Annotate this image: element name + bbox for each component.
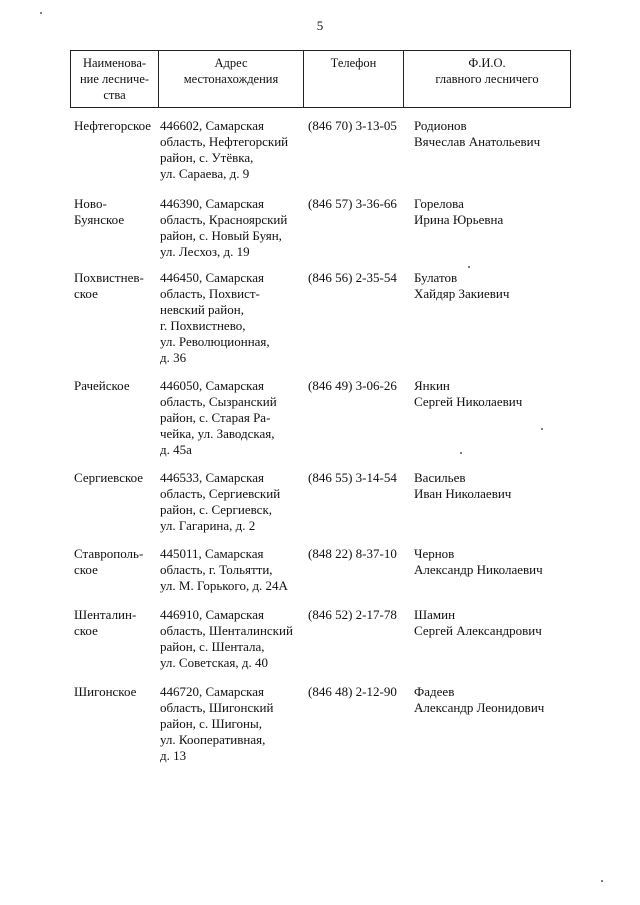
table-header	[70, 50, 571, 108]
cell-phone	[308, 607, 418, 623]
cell-forestry-name	[74, 378, 160, 394]
cell-forestry-name	[74, 607, 160, 639]
header-line: главного лесничего	[435, 72, 539, 86]
cell-address	[160, 470, 305, 534]
cell-line: район, с. Новый Буян,	[160, 228, 282, 243]
cell-line: Вячеслав Анатольевич	[414, 134, 541, 149]
cell-phone	[308, 684, 418, 700]
header-phone	[304, 51, 404, 108]
cell-line: невский район,	[160, 302, 244, 317]
cell-line: (846 55) 3-14-54	[308, 470, 397, 485]
cell-forestry-name	[74, 470, 160, 486]
cell-line: область, Сергиевский	[160, 486, 281, 501]
cell-line: (846 56) 2-35-54	[308, 270, 397, 285]
scan-speck	[468, 266, 470, 268]
cell-phone	[308, 270, 418, 286]
header-forestry-name	[71, 51, 159, 108]
header-line: ние лесниче-	[79, 72, 150, 86]
cell-line: Янкин	[414, 378, 450, 393]
scan-speck	[541, 428, 543, 430]
cell-line: г. Похвистнево,	[160, 318, 246, 333]
cell-address	[160, 684, 305, 764]
cell-line: область, Красноярский	[160, 212, 288, 227]
cell-line: район, с. Шигоны,	[160, 716, 262, 731]
cell-forestry-name	[74, 684, 160, 700]
cell-forestry-name	[74, 270, 160, 302]
cell-address	[160, 270, 305, 366]
cell-line: область, Похвист-	[160, 286, 260, 301]
cell-chief-forester	[414, 546, 584, 578]
header-row	[71, 51, 571, 108]
header-address	[159, 51, 304, 108]
cell-chief-forester	[414, 684, 584, 716]
cell-line: чейка, ул. Заводская,	[160, 426, 275, 441]
cell-chief-forester	[414, 470, 584, 502]
cell-line: Ирина Юрьевна	[414, 212, 504, 227]
header-chief-forester	[404, 51, 571, 108]
cell-line: область, Шигонский	[160, 700, 274, 715]
cell-line: ул. М. Горького, д. 24А	[160, 578, 288, 593]
cell-phone	[308, 470, 418, 486]
cell-chief-forester	[414, 118, 584, 150]
cell-line: Сергей Александрович	[414, 623, 542, 638]
cell-line: Ново-	[74, 196, 107, 211]
cell-line: Александр Леонидович	[414, 700, 545, 715]
cell-line: 446602, Самарская	[160, 118, 264, 133]
cell-line: 446450, Самарская	[160, 270, 264, 285]
scan-speck	[460, 452, 462, 454]
cell-line: ское	[74, 623, 98, 638]
cell-line: Васильев	[414, 470, 466, 485]
cell-line: (846 70) 3-13-05	[308, 118, 397, 133]
cell-line: Горелова	[414, 196, 464, 211]
cell-line: ское	[74, 562, 98, 577]
cell-line: район, с. Старая Ра-	[160, 410, 271, 425]
cell-chief-forester	[414, 607, 584, 639]
cell-line: Шенталин-	[74, 607, 137, 622]
cell-line: ул. Советская, д. 40	[160, 655, 269, 670]
cell-line: Иван Николаевич	[414, 486, 512, 501]
cell-line: ул. Революционная,	[160, 334, 270, 349]
cell-line: Булатов	[414, 270, 458, 285]
cell-line: Сергиевское	[74, 470, 144, 485]
cell-line: область, Сызранский	[160, 394, 277, 409]
cell-address	[160, 546, 305, 594]
cell-forestry-name	[74, 546, 160, 578]
cell-line: Похвистнев-	[74, 270, 144, 285]
cell-line: район, с. Сергиевск,	[160, 502, 273, 517]
cell-line: Нефтегорское	[74, 118, 152, 133]
cell-line: 445011, Самарская	[160, 546, 264, 561]
page-number: 5	[316, 18, 324, 33]
cell-line: (846 52) 2-17-78	[308, 607, 397, 622]
cell-address	[160, 118, 305, 182]
cell-phone	[308, 546, 418, 562]
cell-line: ское	[74, 286, 98, 301]
cell-line: район, с. Утёвка,	[160, 150, 254, 165]
cell-line: Ставрополь-	[74, 546, 144, 561]
scan-speck	[601, 880, 603, 882]
cell-line: Фадеев	[414, 684, 455, 699]
cell-line: (848 22) 8-37-10	[308, 546, 397, 561]
cell-line: 446720, Самарская	[160, 684, 264, 699]
cell-line: (846 48) 2-12-90	[308, 684, 397, 699]
cell-line: 446910, Самарская	[160, 607, 264, 622]
cell-line: область, Шенталинский	[160, 623, 293, 638]
cell-forestry-name	[74, 196, 160, 228]
cell-line: Шигонское	[74, 684, 137, 699]
header-line: Адрес	[214, 56, 248, 70]
cell-address	[160, 378, 305, 458]
cell-address	[160, 196, 305, 260]
cell-chief-forester	[414, 196, 584, 228]
cell-line: (846 49) 3-06-26	[308, 378, 397, 393]
cell-line: ул. Лесхоз, д. 19	[160, 244, 250, 259]
cell-line: Рачейское	[74, 378, 130, 393]
scan-speck	[40, 12, 42, 14]
cell-line: 446533, Самарская	[160, 470, 264, 485]
cell-phone	[308, 378, 418, 394]
cell-line: (846 57) 3-36-66	[308, 196, 397, 211]
cell-phone	[308, 118, 418, 134]
cell-line: ул. Сараева, д. 9	[160, 166, 250, 181]
cell-line: Сергей Николаевич	[414, 394, 523, 409]
cell-line: 446390, Самарская	[160, 196, 264, 211]
cell-line: Родионов	[414, 118, 467, 133]
cell-chief-forester	[414, 378, 584, 410]
header-line: ства	[103, 88, 126, 102]
cell-line: д. 45а	[160, 442, 192, 457]
cell-phone	[308, 196, 418, 212]
cell-line: д. 13	[160, 748, 187, 763]
cell-line: район, с. Шентала,	[160, 639, 265, 654]
cell-line: область, г. Тольятти,	[160, 562, 273, 577]
cell-line: область, Нефтегорский	[160, 134, 289, 149]
cell-line: Буянское	[74, 212, 125, 227]
cell-line: Шамин	[414, 607, 456, 622]
cell-line: Хайдяр Закиевич	[414, 286, 510, 301]
header-line: Ф.И.О.	[468, 56, 506, 70]
cell-chief-forester	[414, 270, 584, 302]
header-line: Наименова-	[82, 56, 147, 70]
cell-line: д. 36	[160, 350, 187, 365]
cell-line: Чернов	[414, 546, 455, 561]
cell-line: Александр Николаевич	[414, 562, 543, 577]
header-line: местонахождения	[183, 72, 279, 86]
header-line: Телефон	[330, 56, 377, 70]
cell-address	[160, 607, 305, 671]
cell-line: ул. Кооперативная,	[160, 732, 266, 747]
cell-line: 446050, Самарская	[160, 378, 264, 393]
cell-forestry-name	[74, 118, 160, 134]
cell-line: ул. Гагарина, д. 2	[160, 518, 256, 533]
